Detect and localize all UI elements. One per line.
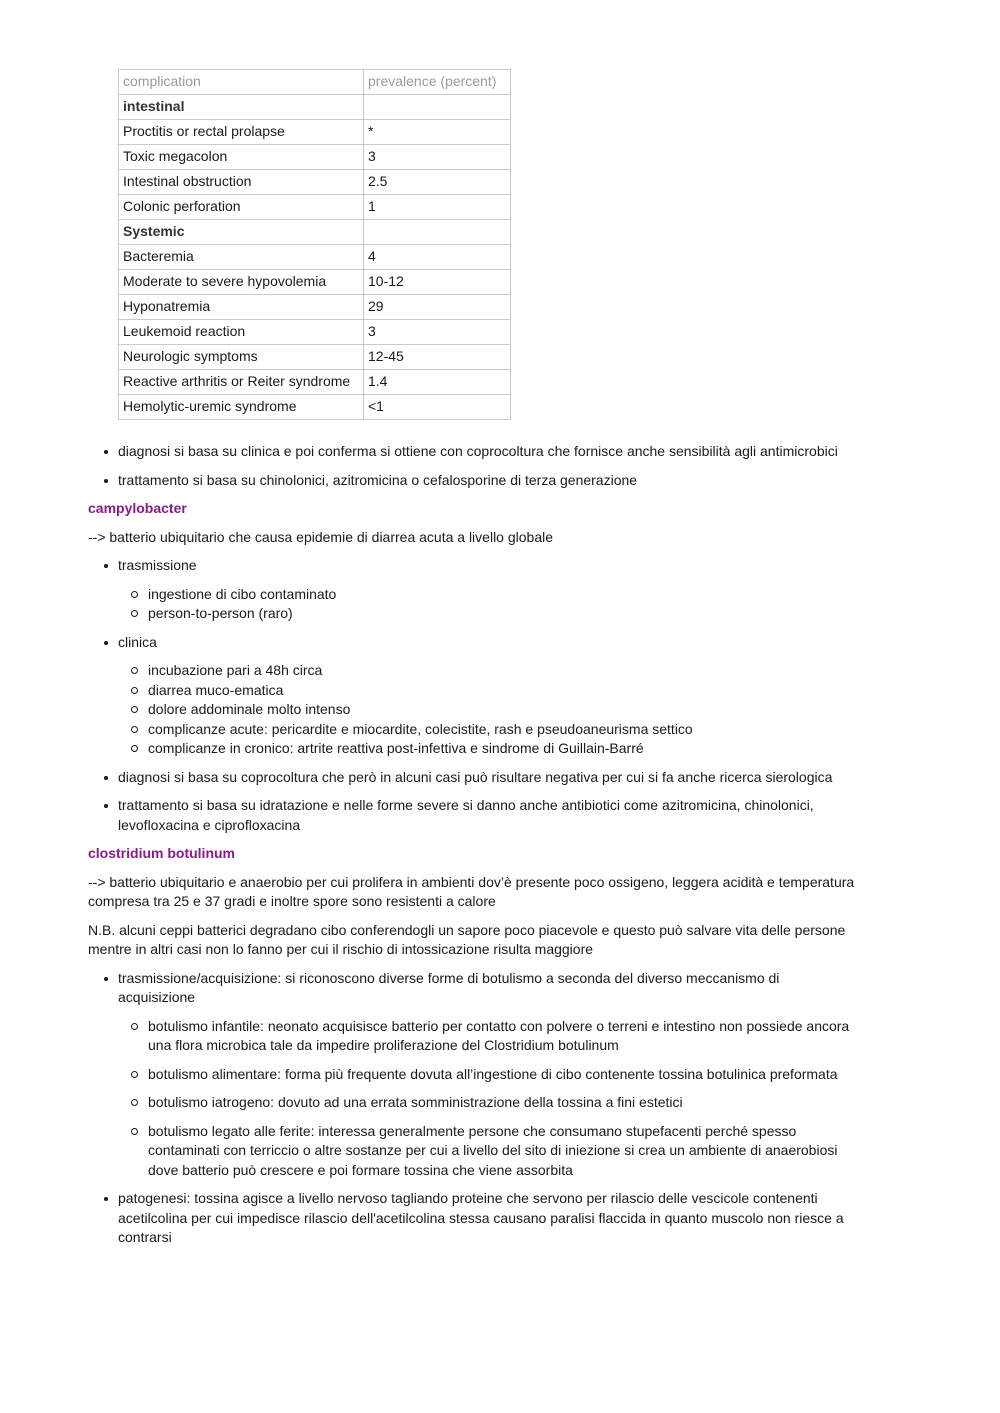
table-row <box>119 270 511 295</box>
cell-complication: Intestinal obstruction <box>119 170 364 195</box>
cell-prevalence: 4 <box>364 245 511 270</box>
list-item: trattamento si basa su chinolonici, azitromicina o cefalosporine di terza generazione <box>88 471 858 491</box>
cell-complication: Colonic perforation <box>119 195 364 220</box>
cell-complication: Reactive arthritis or Reiter syndrome <box>119 370 364 395</box>
cell-prevalence: 12-45 <box>364 345 511 370</box>
sublist-item: incubazione pari a 48h circa <box>118 661 858 681</box>
table-row <box>119 245 511 270</box>
sublist <box>118 661 858 759</box>
cell-prevalence <box>364 95 511 120</box>
sublist-item: botulismo iatrogeno: dovuto ad una errata somministrazione della tossina a fini estetici <box>118 1093 858 1113</box>
sublist-item: diarrea muco-ematica <box>118 681 858 701</box>
cell-complication: Proctitis or rectal prolapse <box>119 120 364 145</box>
cell-prevalence <box>364 220 511 245</box>
list-item: diagnosi si basa su coprocoltura che però in alcuni casi può risultare negativa per cui si fa anche ricerca sierologica <box>88 768 858 788</box>
campylobacter-bullets <box>88 556 858 835</box>
table-section-row <box>119 220 511 245</box>
sublist-item: botulismo legato alle ferite: interessa generalmente persone che consumano stupefacenti perché spesso contaminati con terriccio o altre sostanze per cui a livello del sito di iniezione si crea un ambiente di anaerobiosi dove batterio può crescere e poi formare tossina che viene assorbita <box>118 1122 858 1181</box>
table-row <box>119 295 511 320</box>
sublist-item: dolore addominale molto intenso <box>118 700 858 720</box>
document-page <box>88 69 858 1248</box>
cell-prevalence: * <box>364 120 511 145</box>
botulinum-note: N.B. alcuni ceppi batterici degradano cibo conferendogli un sapore poco piacevole e questo può salvare vita delle persone mentre in altri casi non lo fanno per cui il rischio di intossicazione risulta maggiore <box>88 921 846 957</box>
botulinum-intro: --> batterio ubiquitario e anaerobio per cui prolifera in ambienti dov’è presente poco ossigeno, leggera acidità e temperatura compresa tra 25 e 37 gradi e inoltre spore sono resistenti a calore <box>88 873 855 909</box>
cell-prevalence: 3 <box>364 320 511 345</box>
sublist-item: botulismo infantile: neonato acquisisce batterio per contatto con polvere o terreni e intestino non possiede ancora una flora microbica tale da impedire proliferazione del Clostridium botulinum <box>118 1017 858 1056</box>
cell-prevalence: 1.4 <box>364 370 511 395</box>
sublist <box>118 585 858 624</box>
table-row <box>119 170 511 195</box>
cell-complication: Toxic megacolon <box>119 145 364 170</box>
table-row <box>119 345 511 370</box>
cell-complication: Moderate to severe hypovolemia <box>119 270 364 295</box>
list-item: trattamento si basa su idratazione e nelle forme severe si danno anche antibiotici come azitromicina, chinolonici, levofloxacina e ciprofloxacina <box>88 796 858 835</box>
cell-prevalence: 10-12 <box>364 270 511 295</box>
cell-prevalence: 1 <box>364 195 511 220</box>
table-row <box>119 120 511 145</box>
header-complication: complication <box>119 70 364 95</box>
cell-complication: Leukemoid reaction <box>119 320 364 345</box>
cell-prevalence: 3 <box>364 145 511 170</box>
table-row <box>119 370 511 395</box>
section-heading-botulinum: clostridium botulinum <box>88 845 235 861</box>
table-body <box>119 95 511 420</box>
list-item-label: clinica <box>118 633 157 650</box>
section-heading-campylobacter: campylobacter <box>88 500 187 516</box>
list-item <box>88 969 858 1181</box>
sublist-item: ingestione di cibo contaminato <box>118 585 858 605</box>
sublist-item: botulismo alimentare: forma più frequente dovuta all’ingestione di cibo contenente tossina botulinica preformata <box>118 1065 858 1085</box>
list-item: diagnosi si basa su clinica e poi conferma si ottiene con coprocoltura che fornisce anche sensibilità agli antimicrobici <box>88 442 858 462</box>
complications-table <box>118 69 511 420</box>
botulinum-bullets <box>88 969 858 1248</box>
header-prevalence: prevalence (percent) <box>364 70 511 95</box>
sublist-item: complicanze acute: pericardite e miocardite, colecistite, rash e pseudoaneurisma settico <box>118 720 858 740</box>
cell-prevalence: 2.5 <box>364 170 511 195</box>
campylobacter-intro: --> batterio ubiquitario che causa epidemie di diarrea acuta a livello globale <box>88 528 554 545</box>
table-row <box>119 395 511 420</box>
list-item-label: trasmissione/acquisizione: si riconoscono diverse forme di botulismo a seconda del diverso meccanismo di acquisizione <box>118 969 780 1005</box>
cell-prevalence: <1 <box>364 395 511 420</box>
list-item <box>88 633 858 759</box>
table-section-row <box>119 95 511 120</box>
table-row <box>119 320 511 345</box>
cell-complication: Bacteremia <box>119 245 364 270</box>
table-header-row <box>119 70 511 95</box>
list-item-label: trasmissione <box>118 557 197 573</box>
cell-prevalence: 29 <box>364 295 511 320</box>
table-row <box>119 195 511 220</box>
cell-complication: Hyponatremia <box>119 295 364 320</box>
cell-complication: Systemic <box>119 220 364 245</box>
list-item <box>88 556 858 624</box>
sublist <box>118 1017 858 1181</box>
cell-complication: Neurologic symptoms <box>119 345 364 370</box>
table-row <box>119 145 511 170</box>
shigella-bullets <box>88 442 858 490</box>
cell-complication: intestinal <box>119 95 364 120</box>
sublist-item: complicanze in cronico: artrite reattiva post-infettiva e sindrome di Guillain-Barré <box>118 739 858 759</box>
list-item: patogenesi: tossina agisce a livello nervoso tagliando proteine che servono per rilascio delle vescicole contenenti acetilcolina per cui impedisce rilascio dell'acetilcolina stessa causano paralisi flaccida in quanto muscolo non riesce a contrarsi <box>88 1189 858 1248</box>
sublist-item: person-to-person (raro) <box>118 604 858 624</box>
cell-complication: Hemolytic-uremic syndrome <box>119 395 364 420</box>
